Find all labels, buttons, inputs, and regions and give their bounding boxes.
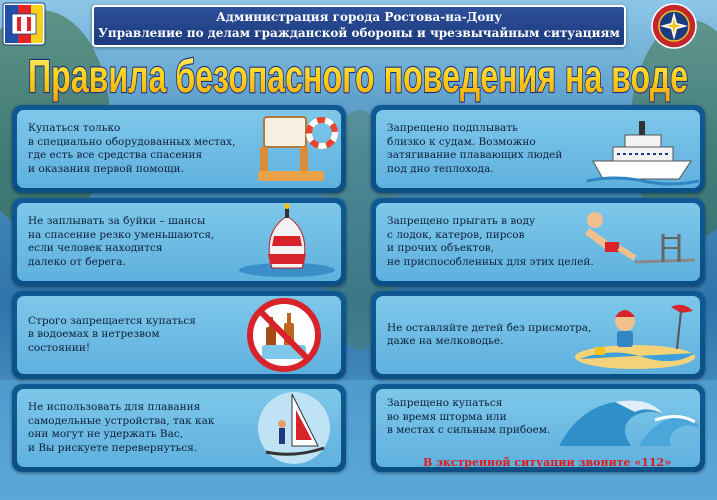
- poster-title: [22, 40, 694, 110]
- rescue-station-icon: [250, 111, 340, 189]
- rule-card-left-3: [12, 291, 346, 379]
- buoy-icon: [232, 202, 342, 282]
- rule-text: Запрещено прыгать в воду с лодок, катеров, пирсов и прочих объектов, не приспособленных для этих целей.: [387, 215, 594, 268]
- no-alcohol-icon: [244, 297, 324, 373]
- rule-text: Строго запрещается купаться в водоемах в нетрезвом состоянии!: [28, 314, 196, 354]
- rule-card-left-1: [12, 105, 346, 193]
- child-on-beach-icon: [571, 297, 699, 373]
- rule-text: Не заплывать за буйки – шансы на спасение резко уменьшаются, если человек находится далеко от берега.: [28, 215, 215, 268]
- diving-child-icon: [575, 206, 699, 280]
- rule-text: Не использовать для плавания самодельные устройства, так как они могут не удержать Вас, и Вы рискуете перевернуться.: [28, 401, 215, 454]
- rule-text: Купаться только в специально оборудованных местах, где есть все средства спасения и оказания первой помощи.: [28, 122, 236, 175]
- poster-title-text: Правила безопасного поведения на воде: [28, 50, 688, 102]
- rule-card-left-2: [12, 198, 346, 286]
- storm-wave-icon: [559, 388, 699, 448]
- rule-card-right-1: [371, 105, 705, 193]
- emergency-phone-note: В экстренной ситуации звоните «112»: [423, 456, 672, 469]
- rule-card-left-4: [12, 384, 346, 472]
- rule-card-right-3: [371, 291, 705, 379]
- rule-text: Не оставляйте детей без присмотра, даже на мелководье.: [387, 321, 592, 347]
- windsurfer-icon: [252, 388, 336, 468]
- ship-icon: [587, 113, 699, 187]
- rule-text: Запрещено купаться во время шторма или в местах с сильным прибоем.: [387, 397, 551, 436]
- header-org: Администрация города Ростова-на-Дону: [216, 10, 502, 24]
- header-department: Управление по делам гражданской обороны и чрезвычайным ситуациям: [98, 26, 620, 40]
- rule-text: Запрещено подплывать близко к судам. Возможно затягивание плавающих людей под дно теплохода.: [387, 122, 563, 175]
- rule-card-right-2: [371, 198, 705, 286]
